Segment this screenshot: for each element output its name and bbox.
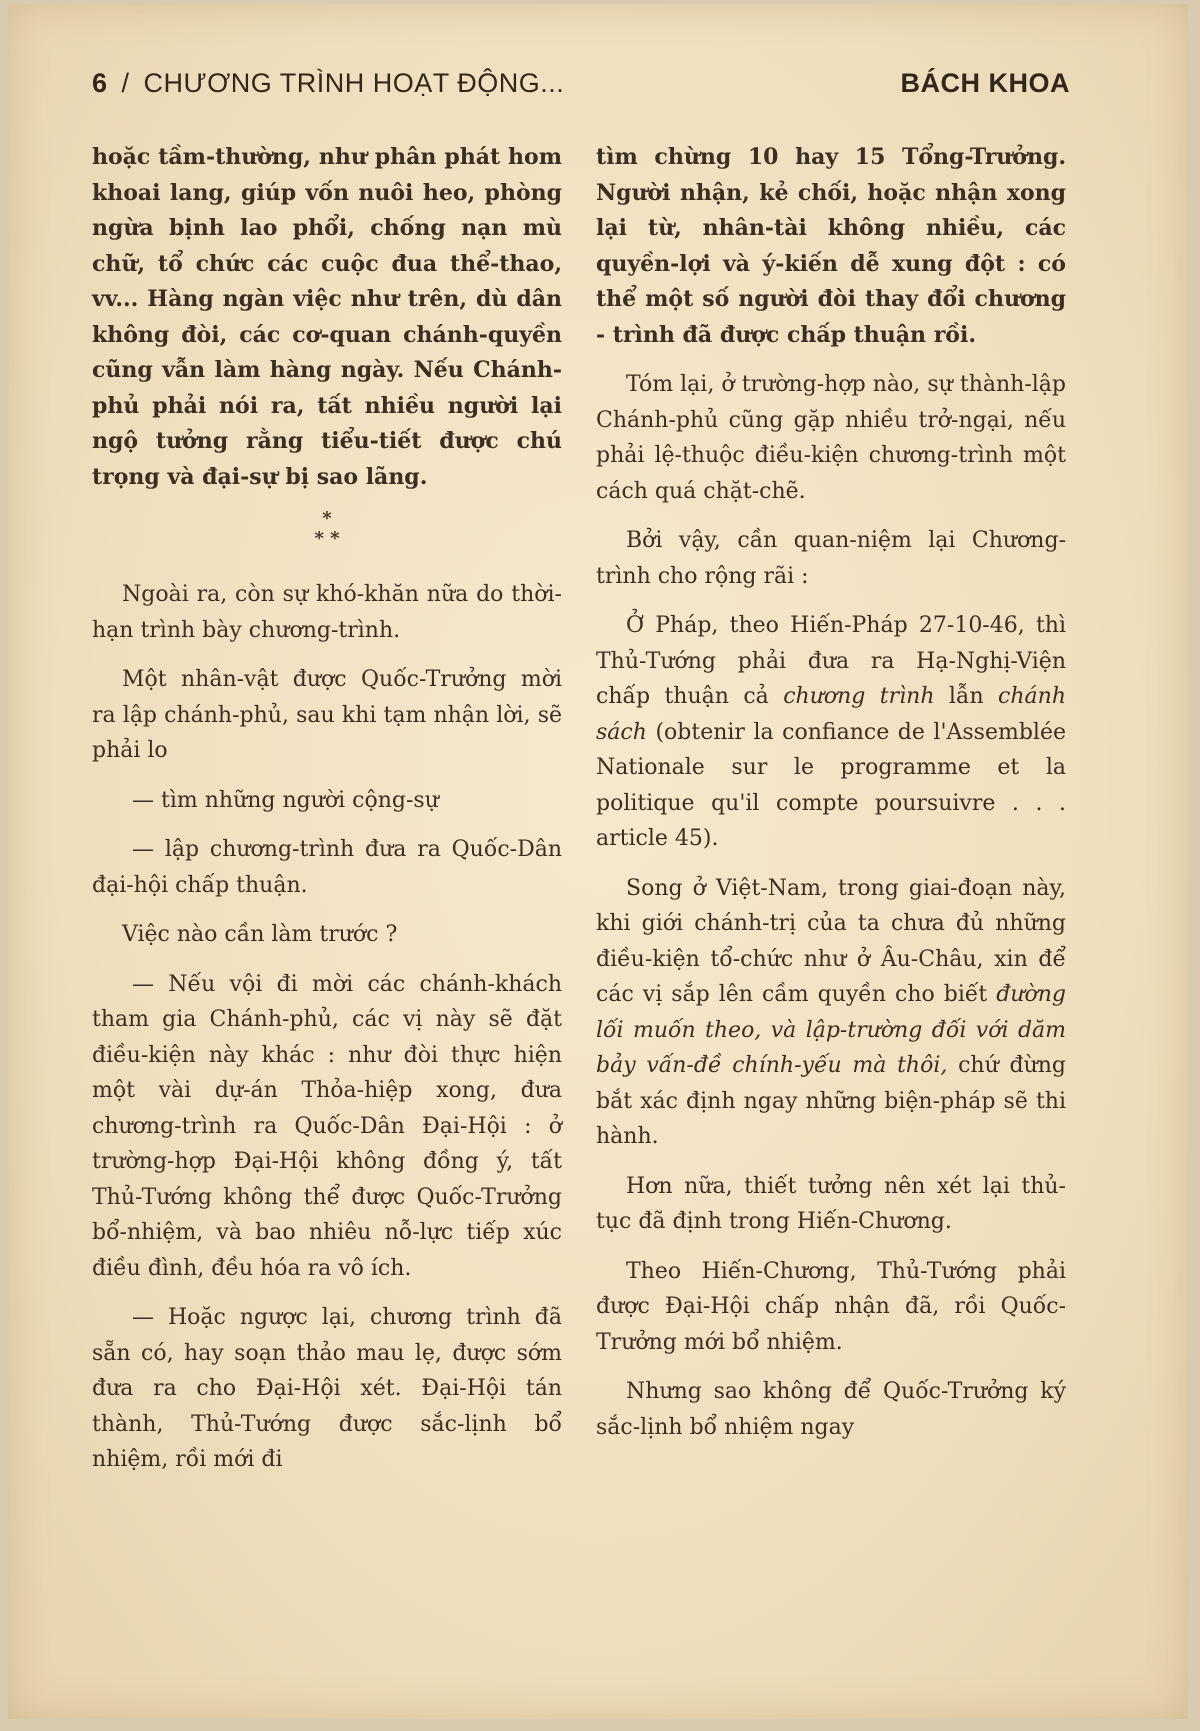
right-paragraph-france	[596, 608, 1066, 857]
vietnam-text-a: Song ở Việt-Nam, trong giai-đoạn này, khi giới chánh-trị của ta chưa đủ những điều-kiện tổ-chức như ở Âu-Châu, xin để các vị sắp lên cầm quyền cho biết	[596, 875, 1066, 1007]
left-paragraph-option-2: — Hoặc ngược lại, chương trình đã sẵn có, hay soạn thảo mau lẹ, được sớm đưa ra cho Đại-Hội xét. Đại-Hội tán thành, Thủ-Tướng được sắc-lịnh bổ nhiệm, rồi mới đi	[92, 1305, 562, 1472]
magazine-page	[8, 4, 1188, 1719]
left-paragraph-1: hoặc tầm-thường, như phân phát hom khoai lang, giúp vốn nuôi heo, phòng ngừa bịnh lao phổi, chống nạn mù chữ, tổ chức các cuộc đua thể-thao, vv... Hàng ngàn việc như trên, dù dân không đòi, các cơ-quan chánh-quyền cũng vẫn làm hàng ngày. Nếu Chánh-phủ phải nói ra, tất nhiều người lại ngộ tưởng rằng tiểu-tiết được chú trọng và đại-sự bị sao lãng.	[92, 144, 562, 490]
section-title: CHƯƠNG TRÌNH HOẠT ĐỘNG...	[143, 68, 565, 98]
right-paragraph-6: Hơn nữa, thiết tưởng nên xét lại thủ-tục đã định trong Hiến-Chương.	[596, 1173, 1066, 1234]
page-header	[92, 68, 1070, 108]
right-paragraph-7: Theo Hiến-Chương, Thủ-Tướng phải được Đại-Hội chấp nhận đã, rồi Quốc-Trưởng mới bổ nhiệm.	[596, 1258, 1066, 1355]
left-list-item-1: — tìm những người cộng-sự	[132, 787, 439, 813]
left-paragraph-question: Việc nào cần làm trước ?	[122, 922, 398, 947]
france-text-b: lẫn	[934, 684, 999, 709]
magazine-name: BÁCH KHOA	[900, 68, 1070, 98]
right-paragraph-vietnam	[596, 871, 1066, 1155]
separator-star-bottom: * *	[314, 528, 340, 549]
right-paragraph-2: Tóm lại, ở trường-hợp nào, sự thành-lập Chánh-phủ cũng gặp nhiều trở-ngại, nếu phải lệ-thuộc điều-kiện chương-trình một cách quá chặt-chẽ.	[596, 372, 1066, 504]
header-left	[92, 68, 564, 99]
france-text-c: (obtenir la confiance de l'Assemblée Nationale sur le programme et la politique qu'il compte poursuivre . . . article 45).	[596, 719, 1066, 851]
left-paragraph-3: Một nhân-vật được Quốc-Trưởng mời ra lập chánh-phủ, sau khi tạm nhận lời, sẽ phải lo	[92, 667, 562, 763]
left-paragraph-option-1: — Nếu vội đi mời các chánh-khách tham gia Chánh-phủ, các vị này sẽ đặt điều-kiện này khác : như đòi thực hiện một vài dự-án Thỏa-hiệp xong, đưa chương-trình ra Quốc-Dân Đại-Hội : ở trường-hợp Đại-Hội không đồng ý, tất Thủ-Tướng không thể được Quốc-Trưởng bổ-nhiệm, và bao nhiêu nỗ-lực tiếp xúc điều đình, đều hóa ra vô ích.	[92, 971, 562, 1281]
page-number: 6	[92, 68, 108, 98]
section-separator	[92, 509, 562, 549]
separator-star-top: *	[322, 508, 332, 529]
right-paragraph-3: Bởi vậy, cần quan-niệm lại Chương-trình cho rộng rãi :	[596, 528, 1066, 589]
vietnam-text-b: chứ đừng bắt xác định ngay những biện-pháp sẽ thi hành.	[596, 1053, 1066, 1149]
left-list-item-2: — lập chương-trình đưa ra Quốc-Dân đại-hội chấp thuận.	[92, 837, 562, 898]
right-paragraph-8: Nhưng sao không để Quốc-Trưởng ký sắc-lịnh bổ nhiệm ngay	[596, 1379, 1066, 1440]
france-italic-program: chương trình	[783, 684, 935, 709]
right-paragraph-1: tìm chừng 10 hay 15 Tổng-Trưởng. Người nhận, kẻ chối, hoặc nhận xong lại từ, nhân-tài không nhiều, các quyền-lợi và ý-kiến dễ xung đột : có thể một số người đòi thay đổi chương - trình đã được chấp thuận rồi.	[596, 144, 1066, 348]
right-column	[596, 140, 1066, 1459]
vietnam-italic: đường lối muốn theo, và lập-trường đối với dăm bảy vấn-đề chính-yếu mà thôi,	[596, 982, 1066, 1078]
left-column	[92, 140, 562, 1492]
left-paragraph-2: Ngoài ra, còn sự khó-khăn nữa do thời-hạn trình bày chương-trình.	[92, 582, 562, 643]
france-italic-policy: chánh sách	[596, 684, 1066, 745]
header-slash: /	[121, 68, 130, 98]
france-text-a: Ở Pháp, theo Hiến-Pháp 27-10-46, thì Thủ-Tướng phải đưa ra Hạ-Nghị-Viện chấp thuận cả	[596, 613, 1066, 709]
